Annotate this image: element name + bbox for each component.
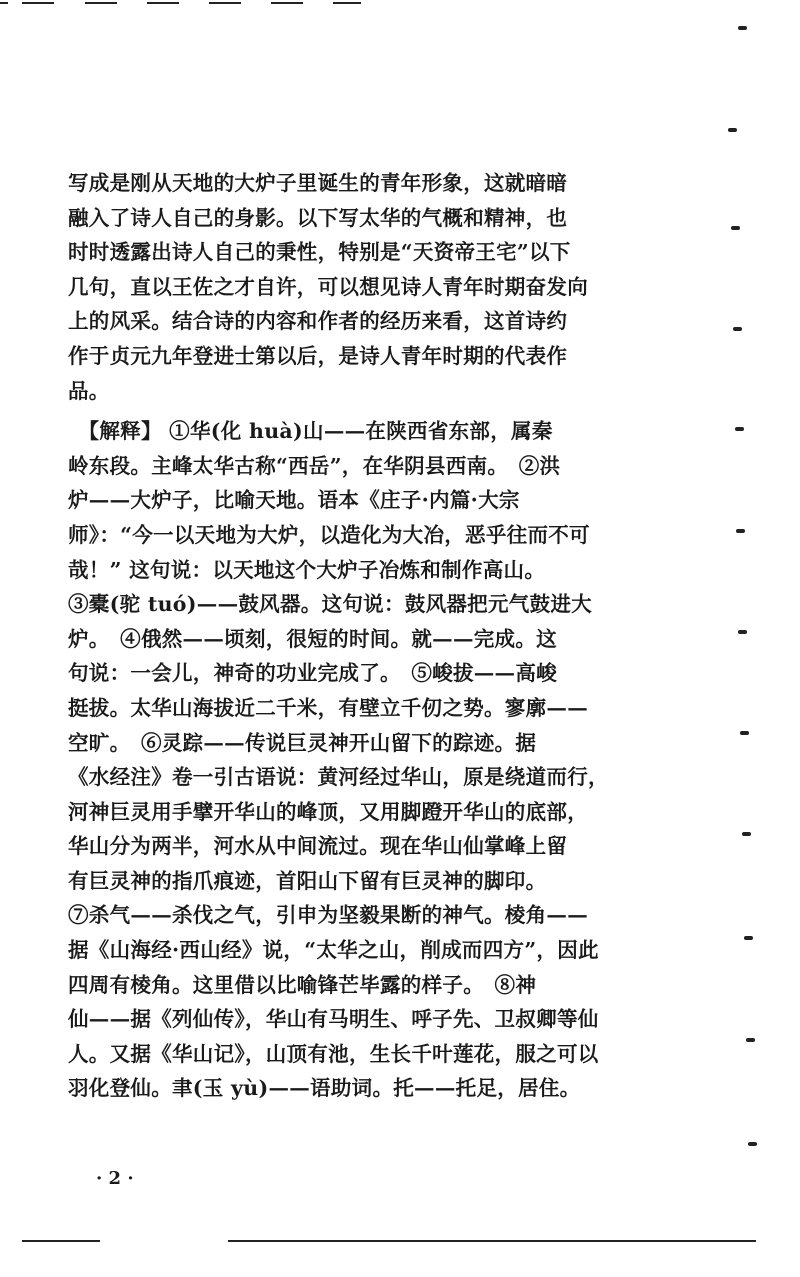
bottom-rule-segment [22,1240,100,1242]
text-line: 【解释】 ①华(化 huà)山——在陕西省东部，属秦 [68,419,553,444]
paragraph-1 [68,166,606,408]
top-rule-segment [333,2,361,4]
text-line: 华山分为两半，河水从中间流过。现在华山仙掌峰上留 [68,834,568,859]
binding-mark [746,1038,755,1042]
top-rule-segment [85,2,117,4]
text-line: 品。 [68,378,110,403]
top-rule-segment [147,2,179,4]
body-text [68,166,609,1106]
text-line: 作于贞元九年登进士第以后，是诗人青年时期的代表作 [68,343,568,368]
paragraph-notes [68,414,609,1106]
text-line: 岭东段。主峰太华古称“西岳”，在华阴县西南。 ②洪 [68,453,561,478]
text-line: 挺拔。太华山海拔近二千米，有壁立千仞之势。寥廓—— [68,695,588,720]
text-line: ⑦杀气——杀伐之气，引申为坚毅果断的神气。棱角—— [68,903,588,928]
text-line: 几句，直以王佐之才自许，可以想见诗人青年时期奋发向 [68,274,588,299]
binding-mark [742,832,751,836]
text-line: 上的风采。结合诗的内容和作者的经历来看，这首诗约 [68,309,568,334]
text-line: 融入了诗人自己的身影。以下写太华的气概和精神，也 [68,205,568,230]
top-rule-segment [271,2,303,4]
binding-mark [748,1142,757,1146]
text-line: 写成是刚从天地的大炉子里诞生的青年形象，这就暗暗 [68,171,568,195]
binding-mark [740,731,749,735]
text-line: 时时透露出诗人自己的秉性，特别是“天资帝王宅”以下 [68,240,571,265]
binding-mark [735,427,744,431]
text-line: 哉！” 这句说：以天地这个大炉子冶炼和制作高山。 [68,557,546,582]
top-rule-segment [22,2,54,4]
text-line: 羽化登仙。聿(玉 yù)——语助词。托——托足，居住。 [68,1076,581,1101]
text-line: 有巨灵神的指爪痕迹，首阳山下留有巨灵神的脚印。 [68,868,547,893]
text-line: 炉——大炉子，比喻天地。语本《庄子·内篇·大宗 [68,488,520,513]
text-line: 人。又据《华山记》，山顶有池，生长千叶莲花，服之可以 [68,1041,599,1066]
text-line: 《水经注》卷一引古语说：黄河经过华山，原是绕道而行， [68,765,609,790]
binding-mark [738,26,747,30]
text-line: 炉。 ④俄然——顷刻，很短的时间。就——完成。这 [68,626,557,651]
binding-mark [733,327,742,331]
top-rule-segment [0,2,8,4]
text-line: 据《山海经·西山经》说，“太华之山，削成而四方”，因此 [68,938,599,963]
text-line: 空旷。 ⑥灵踪——传说巨灵神开山留下的踪迹。据 [68,730,537,755]
text-line: ③橐(驼 tuó)——鼓风器。这句说：鼓风器把元气鼓进大 [68,592,592,617]
text-line: 四周有棱角。这里借以比喻锋芒毕露的样子。 ⑧神 [68,972,537,997]
text-line: 河神巨灵用手擘开华山的峰顶，又用脚蹬开华山的底部， [68,799,588,824]
top-rule-segment [209,2,241,4]
binding-mark [736,529,745,533]
binding-mark [731,226,740,230]
bottom-rule-segment [228,1240,756,1242]
text-line: 仙——据《列仙传》，华山有马明生、呼子先、卫叔卿等仙 [68,1007,599,1032]
page-number: · 2 · [96,1168,134,1189]
text-line: 句说：一会儿，神奇的功业完成了。 ⑤峻拔——高峻 [68,661,557,686]
text-line: 师》：“今一以天地为大炉，以造化为大冶，恶乎往而不可 [68,522,590,547]
binding-mark [728,128,737,132]
binding-mark [738,630,747,634]
binding-mark [744,936,753,940]
